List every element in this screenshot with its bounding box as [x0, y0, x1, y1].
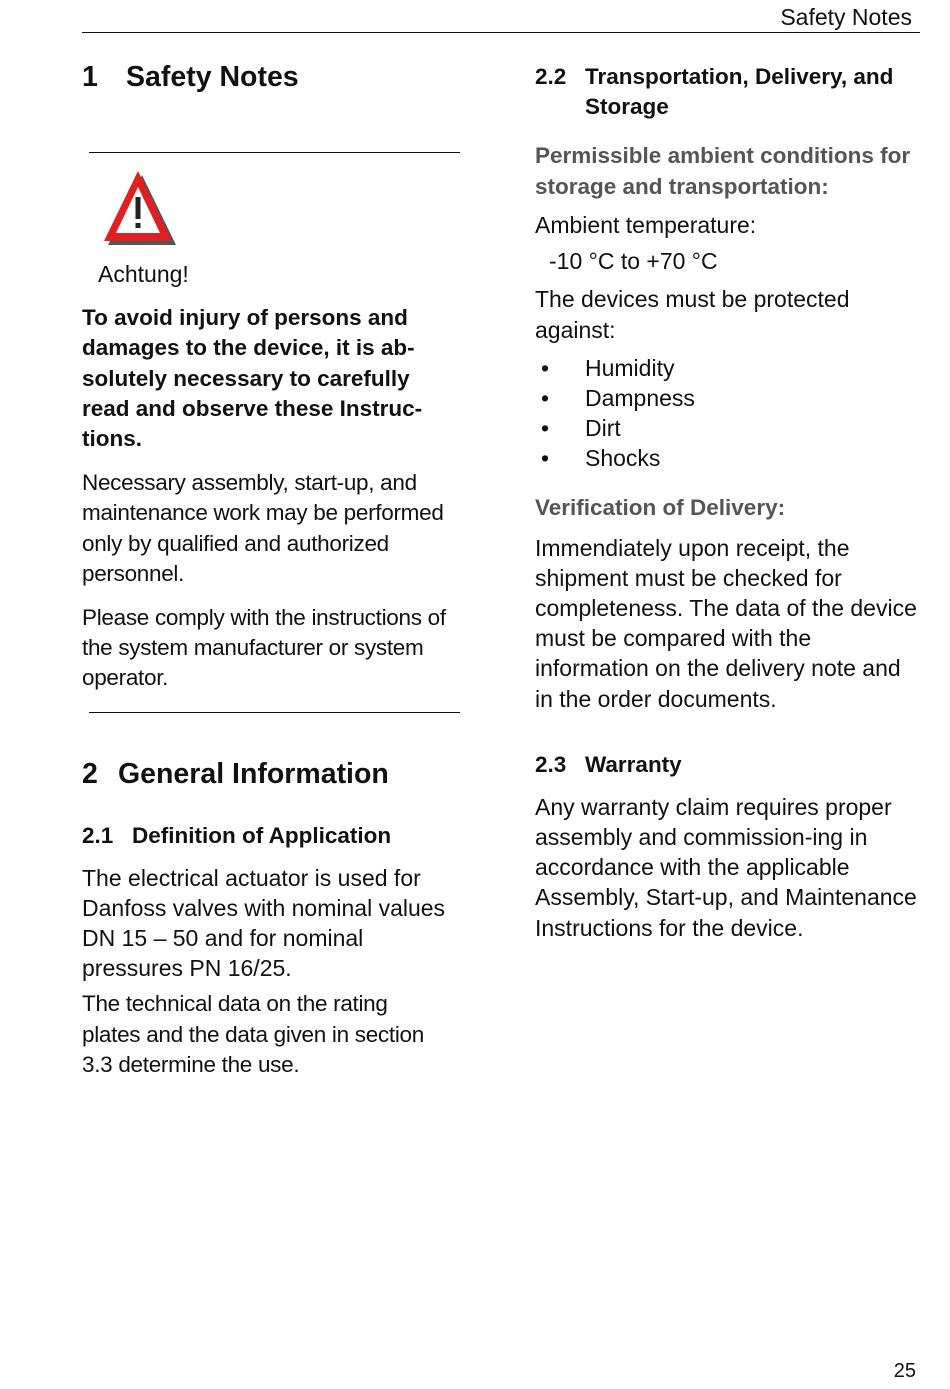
section-number: 1 [82, 61, 98, 93]
paragraph-application: The electrical actuator is used for Danfoss valves with nominal values DN 15 – 50 and for nominal pressures PN 16/25. [82, 864, 446, 982]
list-item [535, 383, 920, 413]
header-rule [82, 32, 920, 33]
list-item-text: Dirt [585, 415, 621, 442]
list-item [535, 443, 920, 473]
right-column [535, 62, 920, 943]
subsection-title: Warranty [585, 751, 682, 777]
subsection-title: Definition of Application [132, 822, 392, 848]
ambient-temperature-value: -10 °C to +70 °C [549, 248, 718, 275]
list-item [535, 353, 920, 383]
subsection-title: Transportation, Delivery, and Storage [585, 64, 894, 119]
left-column [82, 60, 467, 1080]
bullet: • [541, 385, 550, 412]
ambient-conditions-heading: Permissible ambient conditions for storage and transportation: [535, 143, 911, 199]
subsection-number: 2.2 [535, 64, 567, 89]
list-item-text: Dampness [585, 385, 695, 412]
warning-label: Achtung! [98, 261, 189, 287]
ambient-temperature-label: Ambient temperature: [535, 212, 757, 238]
section-title: Safety Notes [126, 61, 299, 93]
subsection-number: 2.1 [82, 822, 114, 848]
subsection-number: 2.3 [535, 751, 567, 777]
warning-bottom-rule [89, 712, 460, 713]
section-1-heading [82, 60, 467, 94]
list-item-text: Shocks [585, 445, 661, 472]
section-2-1-heading [82, 821, 467, 851]
paragraph-technical-data: The technical data on the rating plates and the data given in section 3.3 determine the use. [82, 991, 424, 1077]
bullet: • [541, 415, 550, 442]
warning-triangle-icon [102, 169, 178, 249]
bullet: • [541, 354, 550, 381]
list-item-text: Humidity [585, 354, 675, 381]
bullet: • [541, 445, 550, 472]
verification-text: Immendiately upon receipt, the shipment must be checked for completeness. The data of the device must be compared with the information on the delivery note and in the order documents. [535, 534, 917, 712]
section-2-3-heading [535, 750, 920, 780]
warning-icon-wrap [102, 169, 467, 249]
section-number: 2 [82, 757, 98, 790]
section-title: General Information [118, 757, 389, 790]
page-number: 25 [893, 1360, 916, 1382]
paragraph-personnel: Necessary assembly, start-up, and maintenance work may be performed only by qualified and authorized personnel. [82, 470, 444, 586]
section-2-heading [82, 757, 467, 791]
warning-text: To avoid injury of persons and damages to the device, it is ab-solutely necessary to carefully read and observe these Instruc-tions. [82, 305, 423, 452]
warranty-text: Any warranty claim requires proper assembly and commission-ing in accordance with the applicable Assembly, Start-up, and Maintenance Instructions for the device. [535, 793, 917, 941]
paragraph-comply: Please comply with the instructions of the system manufacturer or system operator. [82, 605, 446, 691]
running-header: Safety Notes [780, 4, 912, 30]
protection-list [535, 353, 920, 474]
warning-top-rule [89, 152, 460, 153]
verification-heading: Verification of Delivery: [535, 494, 786, 520]
protection-intro: The devices must be protected against: [535, 286, 850, 343]
list-item [535, 413, 920, 443]
section-2-2-heading [535, 62, 920, 122]
